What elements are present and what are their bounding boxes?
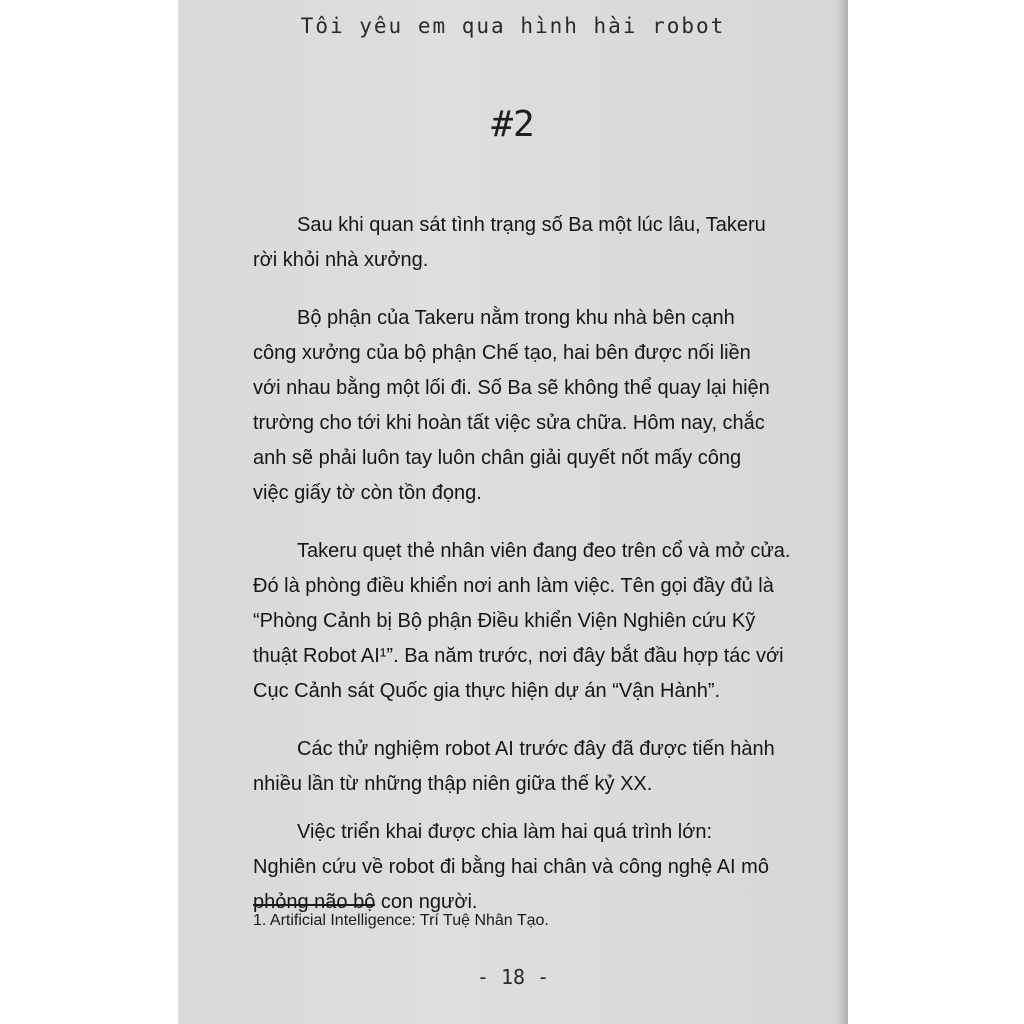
right-margin <box>848 0 1024 1024</box>
text-line: với nhau bằng một lối đi. Số Ba sẽ không thể quay lại hiện <box>253 377 770 399</box>
footnote-divider <box>253 904 375 906</box>
text-line: phỏng não bộ con người. <box>253 891 478 913</box>
paragraph <box>253 301 773 511</box>
text-line: thuật Robot AI¹”. Ba năm trước, nơi đây bắt đầu hợp tác với <box>253 645 784 667</box>
text-line: Bộ phận của Takeru nằm trong khu nhà bên cạnh <box>297 307 735 329</box>
paragraph <box>253 534 791 709</box>
text-line: Các thử nghiệm robot AI trước đây đã được tiến hành <box>297 738 775 760</box>
text-line: Sau khi quan sát tình trạng số Ba một lúc lâu, Takeru <box>297 214 766 236</box>
text-line: anh sẽ phải luôn tay luôn chân giải quyết nốt mấy công <box>253 447 742 469</box>
paragraph <box>253 732 773 802</box>
paragraph <box>253 208 773 278</box>
book-page <box>178 0 848 1024</box>
text-line: Đó là phòng điều khiển nơi anh làm việc. Tên gọi đầy đủ là <box>253 575 774 597</box>
text-line: nhiều lần từ những thập niên giữa thế kỷ XX. <box>253 773 653 795</box>
text-line: công xưởng của bộ phận Chế tạo, hai bên được nối liền <box>253 342 751 364</box>
page-edge-shadow <box>836 0 848 1024</box>
body-text <box>253 208 791 943</box>
running-head: Tôi yêu em qua hình hài robot <box>300 14 726 38</box>
text-line: việc giấy tờ còn tồn đọng. <box>253 482 482 504</box>
text-line: rời khỏi nhà xưởng. <box>253 249 429 271</box>
text-line: “Phòng Cảnh bị Bộ phận Điều khiển Viện Nghiên cứu Kỹ <box>253 610 756 632</box>
left-margin <box>0 0 178 1024</box>
chapter-heading: #2 <box>491 104 535 145</box>
page-number: - 18 - <box>476 965 550 989</box>
text-line: Cục Cảnh sát Quốc gia thực hiện dự án “Vận Hành”. <box>253 680 721 702</box>
text-line: Việc triển khai được chia làm hai quá trình lớn: <box>297 821 713 843</box>
footnote: 1. Artificial Intelligence: Trí Tuệ Nhân Tạo. <box>253 912 549 929</box>
text-line: Takeru quẹt thẻ nhân viên đang đeo trên cổ và mở cửa. <box>297 540 791 562</box>
text-line: trường cho tới khi hoàn tất việc sửa chữa. Hôm nay, chắc <box>253 412 765 434</box>
text-line: Nghiên cứu về robot đi bằng hai chân và công nghệ AI mô <box>253 856 769 878</box>
